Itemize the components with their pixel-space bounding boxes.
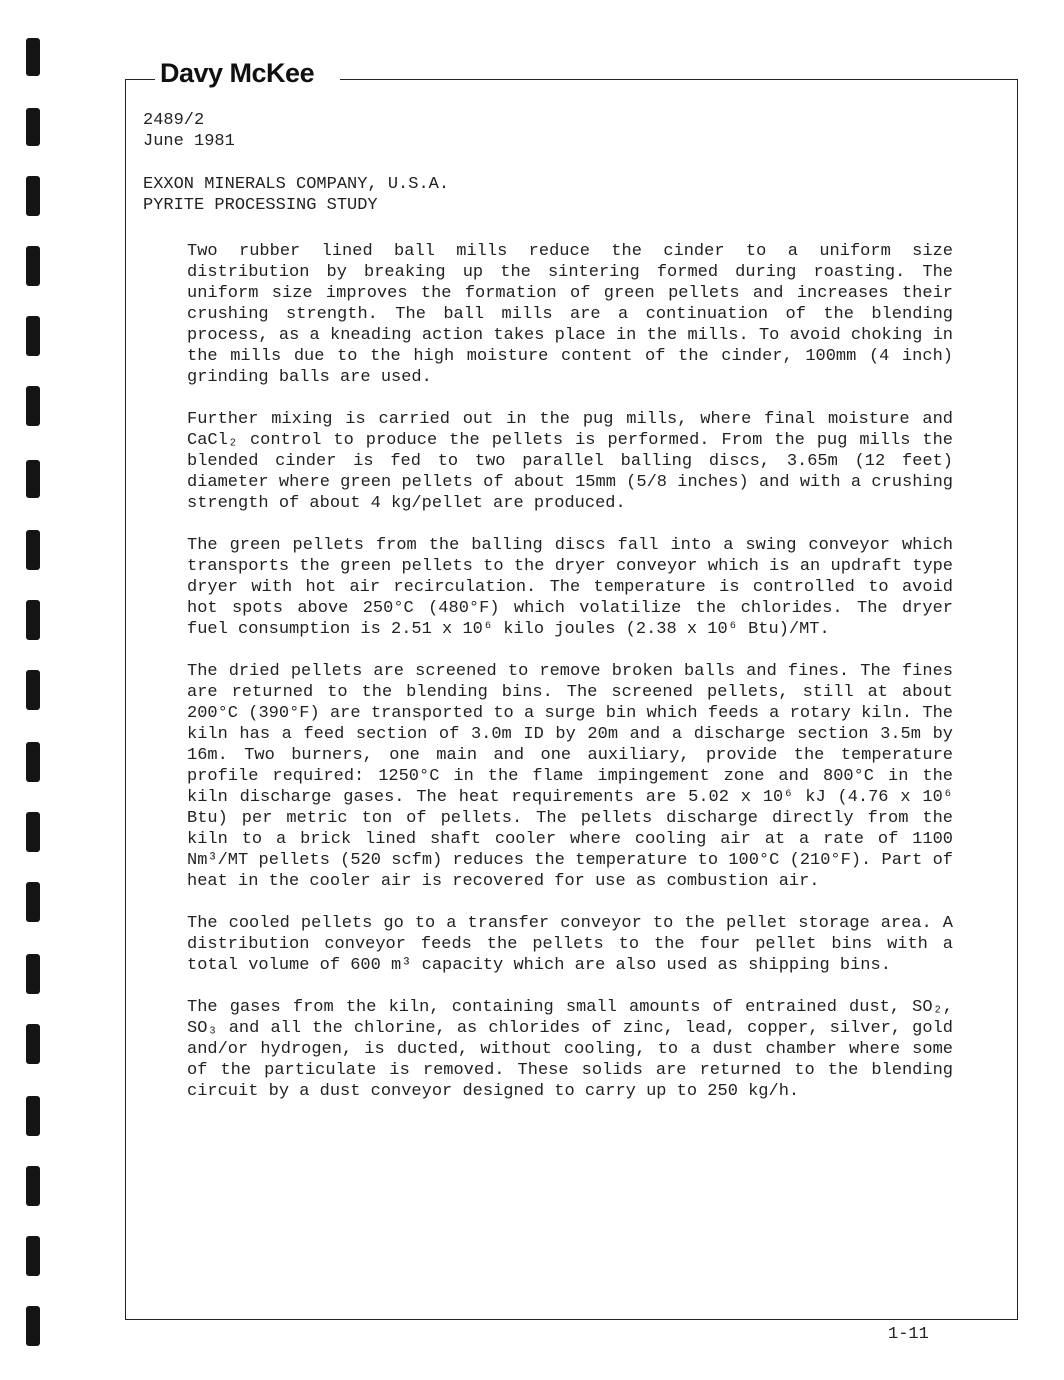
- document-date: June 1981: [143, 132, 235, 151]
- frame-rule-left: [125, 79, 155, 80]
- paragraph-dryer: The green pellets from the balling discs fall into a swing conveyor which transports the green pellets to the dryer conveyor which is an updraft type dryer with hot air recirculation. The temperature is controlled to avoid hot spots above 250°C (480°F) which volatilize the chlorides. The dryer fuel consumption is 2.51 x 10⁶ kilo joules (2.38 x 10⁶ Btu)/MT.: [187, 536, 953, 639]
- binding-mark: [26, 1306, 40, 1346]
- frame-rule-right: [340, 79, 1018, 80]
- binding-mark: [26, 600, 40, 640]
- binding-mark: [26, 108, 40, 146]
- paragraph-storage: The cooled pellets go to a transfer conveyor to the pellet storage area. A distribution conveyor feeds the pellets to the four pellet bins with a total volume of 600 m³ capacity which are also used as shipping bins.: [187, 914, 953, 975]
- paragraph-pug-mills: Further mixing is carried out in the pug mills, where final moisture and CaCl₂ control to produce the pellets is performed. From the pug mills the blended cinder is fed to two parallel balling discs, 3.65m (12 feet) diameter where green pellets of about 15mm (5/8 inches) and with a crushing strength of about 4 kg/pellet are produced.: [187, 410, 953, 513]
- document-reference: 2489/2: [143, 111, 205, 130]
- binding-mark: [26, 812, 40, 852]
- binding-mark: [26, 460, 40, 498]
- paragraph-ball-mills: Two rubber lined ball mills reduce the cinder to a uniform size distribution by breaking up the sintering formed during roasting. The uniform size improves the formation of green pellets and increases their crushing strength. The ball mills are a continuation of the blending process, as a kneading action takes place in the mills. To avoid choking in the mills due to the high moisture content of the cinder, 100mm (4 inch) grinding balls are used.: [187, 242, 953, 387]
- binding-mark: [26, 38, 40, 76]
- study-title: PYRITE PROCESSING STUDY: [143, 196, 378, 215]
- binding-mark: [26, 1166, 40, 1206]
- binding-mark: [26, 1096, 40, 1136]
- binding-mark: [26, 176, 40, 216]
- body-text: [187, 241, 953, 1123]
- binding-mark: [26, 530, 40, 570]
- paragraph-kiln: The dried pellets are screened to remove broken balls and fines. The fines are returned to the blending bins. The screened pellets, still at about 200°C (390°F) are transported to a surge bin which feeds a rotary kiln. The kiln has a feed section of 3.0m ID by 20m and a discharge section 3.5m by 16m. Two burners, one main and one auxiliary, provide the temperature profile required: 1250°C in the flame impingement zone and 800°C in the kiln discharge gases. The heat requirements are 5.02 x 10⁶ kJ (4.76 x 10⁶ Btu) per metric ton of pellets. The pellets discharge directly from the kiln to a brick lined shaft cooler where cooling air at a rate of 1100 Nm³/MT pellets (520 scfm) reduces the temperature to 100°C (210°F). Part of heat in the cooler air is recovered for use as combustion air.: [187, 662, 953, 891]
- page-number: 1-11: [888, 1325, 929, 1344]
- binding-mark: [26, 1236, 40, 1276]
- binding-mark: [26, 742, 40, 782]
- paragraph-gases: The gases from the kiln, containing small amounts of entrained dust, SO₂, SO₃ and all the chlorine, as chlorides of zinc, lead, copper, silver, gold and/or hydrogen, is ducted, without cooling, to a dust chamber where some of the particulate is removed. These solids are returned to the blending circuit by a dust conveyor designed to carry up to 250 kg/h.: [187, 998, 953, 1101]
- company-logo: Davy McKee: [160, 58, 315, 88]
- document-header: [143, 110, 449, 216]
- binding-mark: [26, 882, 40, 922]
- binding-mark: [26, 316, 40, 356]
- binding-mark: [26, 246, 40, 286]
- binding-mark: [26, 954, 40, 994]
- binding-mark: [26, 670, 40, 710]
- client-name: EXXON MINERALS COMPANY, U.S.A.: [143, 175, 450, 194]
- binding-mark: [26, 386, 40, 426]
- binding-mark: [26, 1024, 40, 1064]
